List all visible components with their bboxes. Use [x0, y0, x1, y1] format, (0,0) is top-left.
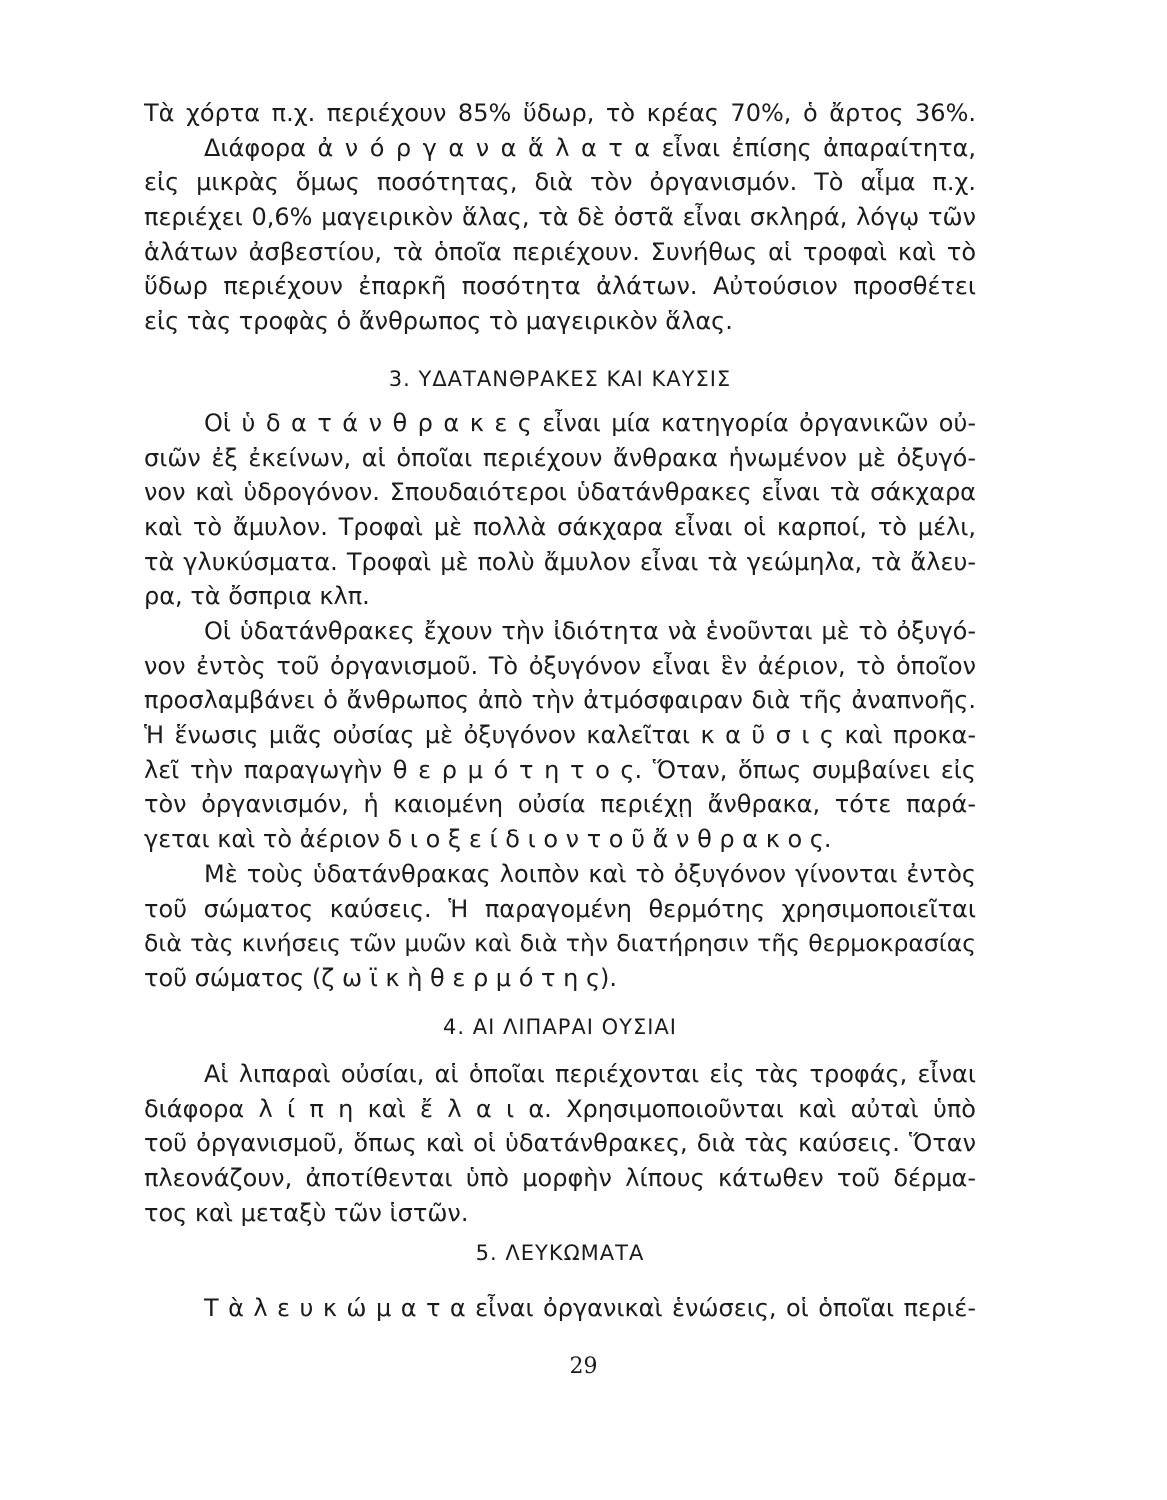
carbohydrates-paragraph-1: [144, 406, 976, 614]
text-line: διὰ τὰς κινήσεις τῶν μυῶν καὶ διὰ τὴν διατήρησιν τῆς θερμοκρασίας: [144, 929, 976, 958]
section-heading-carbohydrates: 3. ΥΔΑΤΑΝΘΡΑΚΕΣ ΚΑΙ ΚΑΥΣΙΣ: [388, 367, 732, 391]
section-heading-proteins: 5. ΛΕΥΚΩΜΑΤΑ: [475, 1241, 645, 1265]
text-line: Διάφορα ἀ ν ό ρ γ α ν α ἅ λ α τ α εἶναι ἐπίσης ἀπαραίτητα,: [204, 133, 976, 162]
text-line: πλεονάζουν, ἀποτίθενται ὑπὸ μορφὴν λίπους κάτωθεν τοῦ δέρμα-: [144, 1164, 976, 1193]
text-line: Τ ὰ λ ε υ κ ώ μ α τ α εἶναι ὀργανικαὶ ἑνώσεις, οἱ ὁποῖαι περιέ-: [204, 1294, 976, 1322]
text-line: Ἡ ἕνωσις μιᾶς οὐσίας μὲ ὀξυγόνον καλεῖται κ α ῦ σ ι ς καὶ προκα-: [144, 721, 976, 750]
text-line: προσλαμβάνει ὁ ἄνθρωπος ἀπὸ τὴν ἀτμόσφαιραν διὰ τῆς ἀναπνοῆς.: [144, 686, 976, 715]
text-line: καὶ τὸ ἄμυλον. Τροφαὶ μὲ πολλὰ σάκχαρα εἶναι οἱ καρποί, τὸ μέλι,: [144, 513, 976, 542]
carbohydrates-paragraph-2: [144, 614, 976, 857]
section-heading-fats: 4. ΑΙ ΛΙΠΑΡΑΙ ΟΥΣΙΑΙ: [443, 1015, 677, 1039]
text-line: Τὰ χόρτα π.χ. περιέχουν 85% ὕδωρ, τὸ κρέας 70%, ὁ ἄρτος 36%.: [144, 99, 976, 127]
text-line: Αἱ λιπαραὶ οὐσίαι, αἱ ὁποῖαι περιέχονται εἰς τὰς τροφάς, εἶναι: [204, 1060, 976, 1088]
text-line: τοῦ σώματος (ζ ω ϊ κ ὴ θ ε ρ μ ό τ η ς).: [144, 964, 618, 993]
text-line: τὸν ὀργανισμόν, ἡ καιομένη οὐσία περιέχῃ ἄνθρακα, τότε παρά-: [144, 790, 976, 819]
text-line: ὕδωρ περιέχουν ἐπαρκῆ ποσότητα ἀλάτων. Αὐτούσιον προσθέτει: [144, 272, 976, 301]
text-line: νον καὶ ὑδρογόνον. Σπουδαιότεροι ὑδατάνθρακες εἶναι τὰ σάκχαρα: [144, 478, 976, 507]
text-line: τος καὶ μεταξὺ τῶν ἱστῶν.: [144, 1198, 469, 1227]
text-line: περιέχει 0,6% μαγειρικὸν ἅλας, τὰ δὲ ὀστᾶ εἶναι σκληρά, λόγῳ τῶν: [144, 203, 976, 232]
text-line: ρα, τὰ ὄσπρια κλπ.: [144, 582, 370, 611]
text-line: νον ἐντὸς τοῦ ὀργανισμοῦ. Τὸ ὀξυγόνον εἶναι ἓν ἀέριον, τὸ ὁποῖον: [144, 651, 976, 680]
text-line: γεται καὶ τὸ ἀέριον δ ι ο ξ ε ί δ ι ο ν τ ο ῦ ἄ ν θ ρ α κ ο ς.: [144, 825, 832, 854]
fats-paragraph: [144, 1057, 976, 1230]
text-line: σιῶν ἐξ ἐκείνων, αἱ ὁποῖαι περιέχουν ἄνθρακα ἡνωμένον μὲ ὀξυγό-: [144, 443, 976, 472]
page-number: 29: [569, 1354, 598, 1379]
minerals-paragraph: [144, 96, 976, 339]
text-line: ἁλάτων ἀσβεστίου, τὰ ὁποῖα περιέχουν. Συνήθως αἱ τροφαὶ καὶ τὸ: [144, 237, 976, 266]
text-line: διάφορα λ ί π η καὶ ἔ λ α ι α. Χρησιμοποιοῦνται καὶ αὐταὶ ὑπὸ: [144, 1094, 976, 1123]
text-line: Οἱ ὑδατάνθρακες ἔχουν τὴν ἰδιότητα νὰ ἑνοῦνται μὲ τὸ ὀξυγό-: [204, 617, 976, 645]
text-line: εἰς μικρὰς ὅμως ποσότητας, διὰ τὸν ὀργανισμόν. Τὸ αἷμα π.χ.: [144, 168, 976, 197]
text-line: τοῦ ὀργανισμοῦ, ὅπως καὶ οἱ ὑδατάνθρακες, διὰ τὰς καύσεις. Ὅταν: [144, 1129, 976, 1158]
text-line: λεῖ τὴν παραγωγὴν θ ε ρ μ ό τ η τ ο ς. Ὅταν, ὅπως συμβαίνει εἰς: [144, 755, 976, 784]
text-line: Μὲ τοὺς ὑδατάνθρακας λοιπὸν καὶ τὸ ὀξυγόνον γίνονται ἐντὸς: [204, 860, 976, 888]
text-line: εἰς τὰς τροφὰς ὁ ἄνθρωπος τὸ μαγειρικὸν ἅλας.: [144, 307, 733, 336]
carbohydrates-paragraph-3: [144, 857, 976, 996]
text-line: Οἱ ὑ δ α τ ά ν θ ρ α κ ε ς εἶναι μία κατηγορία ὀργανικῶν οὐ-: [204, 409, 976, 437]
text-line: τὰ γλυκύσματα. Τροφαὶ μὲ πολὺ ἄμυλον εἶναι τὰ γεώμηλα, τὰ ἄλευ-: [144, 547, 976, 576]
text-line: τοῦ σώματος καύσεις. Ἡ παραγομένη θερμότης χρησιμοποιεῖται: [144, 894, 976, 923]
proteins-paragraph: [144, 1291, 976, 1326]
